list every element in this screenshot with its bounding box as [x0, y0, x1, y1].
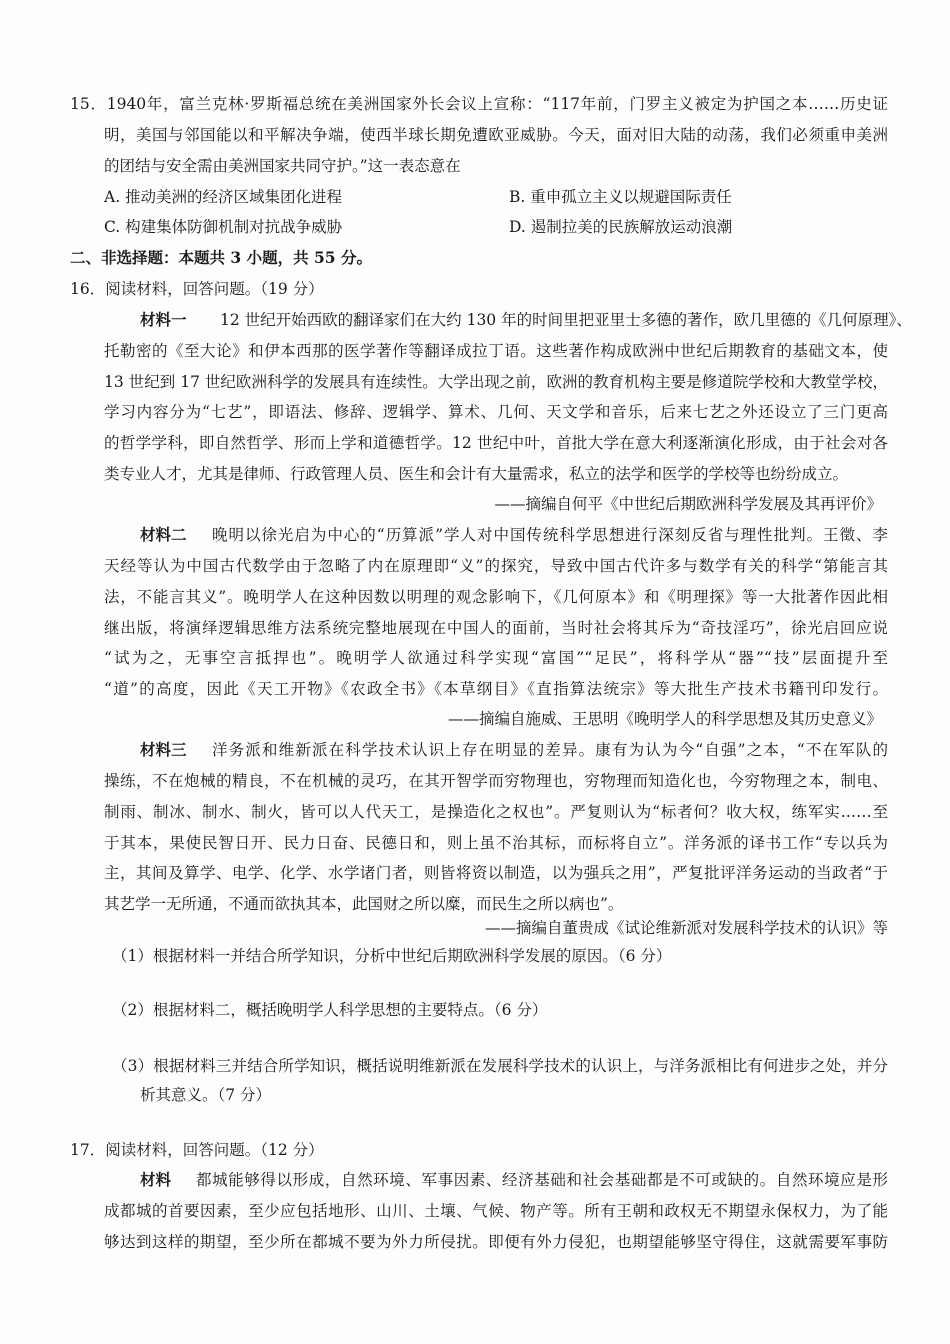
q16-material-3-line: 于其本，果使民智日开、民力日奋、民德日和，则上虽不治其标，而标将自立”。洋务派的译书工作“专以兵为 [104, 834, 888, 852]
q16-material-3-line: 其艺学一无所通，不通而欲执其本，此国财之所以糜，而民生之所以病也”。 [104, 895, 624, 913]
q16-material-1-line: 托勒密的《至大论》和伊本西那的医学著作等翻译成拉丁语。这些著作构成欧洲中世纪后期教育的基础文本，使 [104, 342, 888, 360]
q16-material-3-line: 主，其间及算学、电学、化学、水学诸门者，则皆将资以制造，以为强兵之用”，严复批评洋务运动的当政者“于 [104, 864, 888, 882]
q16-material-1-label: 材料一 [140, 310, 187, 329]
q16-material-3-label: 材料三 [140, 740, 187, 759]
q16-subquestion-2: （2）根据材料二，概括晚明学人科学思想的主要特点。（6 分） [112, 1001, 548, 1019]
q16-material-2-line: 天经等认为中国古代数学由于忽略了内在原理即“义”的探究，导致中国古代许多与数学有关的科学“第能言其 [104, 557, 888, 575]
q16-subquestion-3-line-2: 析其意义。（7 分） [140, 1086, 272, 1104]
q16-intro: 16．阅读材料，回答问题。（19 分） [70, 280, 324, 298]
q16-material-2-line: 继出版，将演绎逻辑思维方法系统完整地展现在中国人的面前，当时社会将其斥为“奇技淫巧”，徐光启回应说 [104, 619, 888, 637]
q16-material-2-line: 法，不能言其义”。晚明学人在这种因数以明理的观念影响下，《几何原本》和《明理探》等一大批著作因此相 [104, 588, 888, 606]
q17-material-label: 材料 [140, 1170, 172, 1189]
q15-option-d: D. 遏制拉美的民族解放运动浪潮 [509, 218, 733, 236]
q15-option-c: C. 构建集体防御机制对抗战争威胁 [104, 218, 343, 236]
q15-stem-line-3: 的团结与安全需由美洲国家共同守护。”这一表态意在 [104, 157, 461, 175]
q16-material-1-line: 的哲学学科，即自然哲学、形而上学和道德哲学。12 世纪中叶，首批大学在意大利逐渐演化形成，由于社会对各 [104, 434, 888, 452]
q16-material-2-source: ——摘编自施威、王思明《晚明学人的科学思想及其历史意义》 [447, 710, 882, 728]
q16-material-2-line: “道”的高度，因此《天工开物》《农政全书》《本草纲目》《直指算法统宗》等大批生产技术书籍刊印发行。 [104, 680, 888, 698]
q16-material-2-label: 材料二 [140, 525, 187, 544]
q17-intro: 17．阅读材料，回答问题。（12 分） [70, 1141, 324, 1159]
q16-material-3-source: ——摘编自董贵成《试论维新派对发展科学技术的认识》等 [484, 919, 888, 937]
q15-option-b: B. 重申孤立主义以规避国际责任 [509, 188, 732, 206]
q16-material-3-line: 操练，不在炮械的精良，不在机械的灵巧，在其开智学而穷物理也，穷物理而知造化也，今穷物理之本，制电、 [104, 772, 888, 790]
q17-material-line: 都城能够得以形成，自然环境、军事因素、经济基础和社会基础都是不可或缺的。自然环境应是形 [196, 1171, 888, 1189]
q16-material-3-line: 制雨、制冰、制水、制火，皆可以人代天工，是操造化之权也”。严复则认为“标者何？收大权，练军实……至 [104, 803, 888, 821]
q16-material-1-line: 学习内容分为“七艺”，即语法、修辞、逻辑学、算术、几何、天文学和音乐，后来七艺之外还设立了三门更高 [104, 403, 888, 421]
q16-subquestion-1: （1）根据材料一并结合所学知识，分析中世纪后期欧洲科学发展的原因。（6 分） [112, 947, 672, 965]
q16-material-3-line: 洋务派和维新派在科学技术认识上存在明显的差异。康有为认为今“自强”之本，“不在军队的 [212, 741, 888, 759]
q17-material-line: 够达到这样的期望，至少所在都城不要为外力所侵扰。即便有外力侵犯，也期望能够坚守得住，这就需要军事防 [104, 1233, 888, 1251]
q16-material-2-line: “试为之，无事空言抵捍也”。晚明学人欲通过科学实现“富国”“足民”，将科学从“器”“技”层面提升至 [104, 649, 888, 667]
q16-material-1-line: 类专业人才，尤其是律师、行政管理人员、医生和会计有大量需求，私立的法学和医学的学校等也纷纷成立。 [104, 465, 849, 483]
q16-material-2-line: 晚明以徐光启为中心的“历算派”学人对中国传统科学思想进行深刻反省与理性批判。王徵、李 [212, 526, 888, 544]
q15-stem-line-1: 15．1940年，富兰克林·罗斯福总统在美洲国家外长会议上宣称：“117年前，门罗主义被定为护国之本……历史证 [70, 95, 888, 113]
q16-material-1-line: 13 世纪到 17 世纪欧洲科学的发展具有连续性。大学出现之前，欧洲的教育机构主要是修道院学校和大教堂学校， [104, 373, 888, 391]
q15-stem-line-2: 明，美国与邻国能以和平解决争端，使西半球长期免遭欧亚威胁。今天，面对旧大陆的动荡，我们必须重申美洲 [104, 126, 888, 144]
q16-subquestion-3-line-1: （3）根据材料三并结合所学知识，概括说明维新派在发展科学技术的认识上，与洋务派相比有何进步之处，并分 [112, 1057, 888, 1075]
q16-material-1-source: ——摘编自何平《中世纪后期欧洲科学发展及其再评价》 [494, 495, 882, 513]
q17-material-line: 成都城的首要因素，至少应包括地形、山川、土壤、气候、物产等。所有王朝和政权无不期望永保权力，为了能 [104, 1202, 888, 1220]
q15-option-a: A. 推动美洲的经济区域集团化进程 [104, 188, 343, 206]
section-2-heading: 二、非选择题：本题共 3 小题，共 55 分。 [70, 248, 372, 267]
q16-material-1-line: 12 世纪开始西欧的翻译家们在大约 130 年的时间里把亚里士多德的著作，欧几里德的《几何原理》、 [220, 311, 912, 329]
